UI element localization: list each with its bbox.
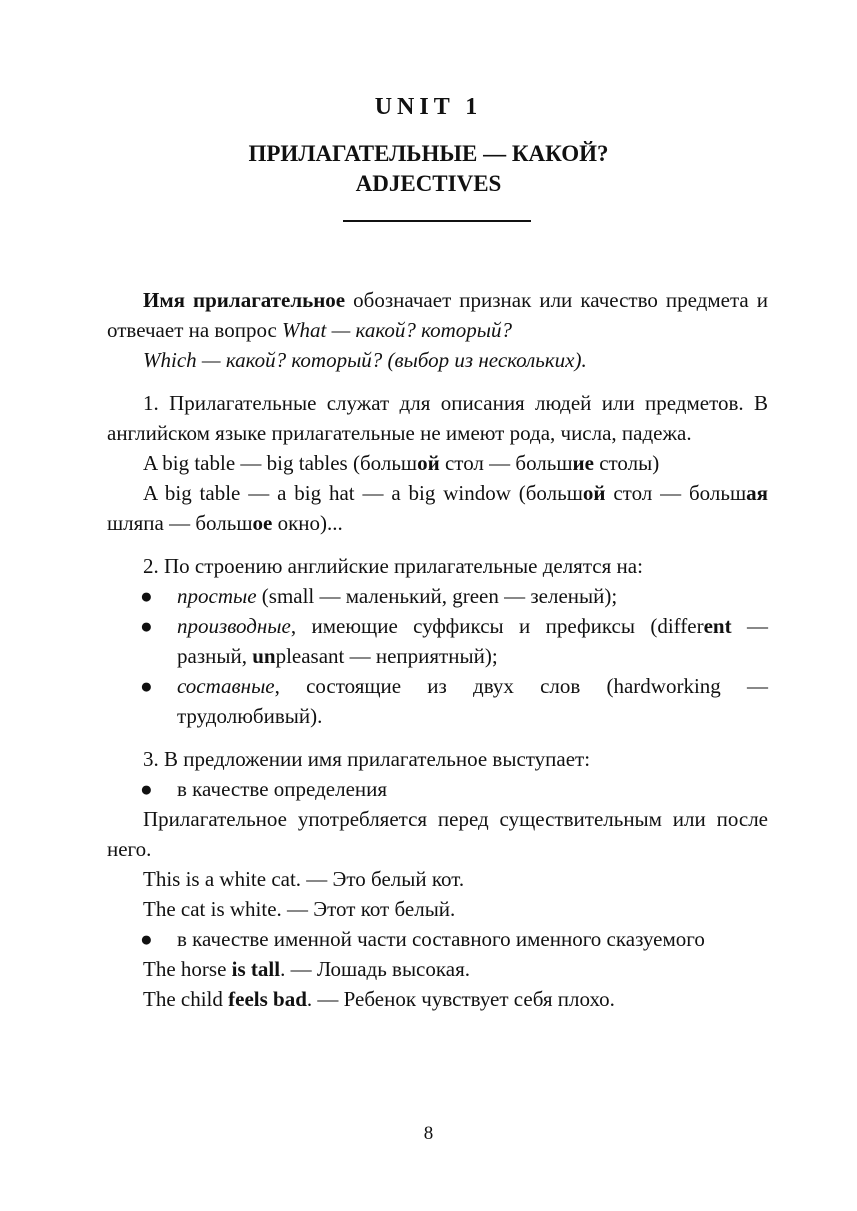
page-number: 8 [423, 1123, 434, 1144]
bullet-icon: ● [140, 777, 153, 801]
bullet-icon: ● [140, 927, 153, 951]
bullet-icon: ● [140, 584, 153, 608]
title-english: ADJECTIVES [355, 171, 502, 196]
section-3-bullet-attribute: ● в качестве определения [107, 774, 768, 804]
intro-term: Имя прилагательное [143, 288, 346, 312]
unit-heading: UNIT 1 [374, 94, 483, 120]
section-2-bullet-compound: ● составные, состоящие из двух слов (hardworking — трудолюбивый). [107, 671, 768, 731]
section-3-text: 3. В предложении имя прилагательное выступает: [143, 747, 591, 771]
bullet-icon: ● [140, 614, 153, 638]
section-3-bullet-predicate: ● в качестве именной части составного именного сказуемого [107, 924, 768, 954]
bullet-icon: ● [140, 674, 153, 698]
section-2-bullet-simple: ● простые (small — маленький, green — зеленый); [107, 581, 768, 611]
title-russian: ПРИЛАГАТЕЛЬНЫЕ — КАКОЙ? [248, 141, 609, 166]
section-3-paragraph: Прилагательное употребляется перед существительным или после него. [107, 807, 768, 861]
section-3-example-2: The cat is white. — Этот кот белый. [143, 897, 456, 921]
title-divider [343, 220, 531, 222]
section-2-text: 2. По строению английские прилагательные делятся на: [143, 554, 643, 578]
page-body [107, 285, 768, 1014]
intro-paragraph: Имя прилагательное обозначает признак или качество предмета и отвечает на вопрос What — какой? который? [107, 288, 768, 342]
section-3-example-4: The child feels bad. — Ребенок чувствует себя плохо. [143, 987, 615, 1011]
intro-question-1: What — какой? который? [282, 318, 513, 342]
section-3-example-1: This is a white cat. — Это белый кот. [143, 867, 465, 891]
section-1-text: 1. Прилагательные служат для описания людей или предметов. В английском языке прилагательные не имеют рода, числа, падежа. [107, 391, 768, 445]
intro-question-2-line [107, 345, 768, 375]
section-1-example-2: A big table — a big hat — a big window (большой стол — большая шляпа — большое окно)... [107, 481, 768, 535]
section-1-example-1: A big table — big tables (большой стол — большие столы) [143, 451, 660, 475]
section-3-example-3: The horse is tall. — Лошадь высокая. [143, 957, 470, 981]
section-2-bullet-derived: ● производные, имеющие суффиксы и префиксы (different — разный, unpleasant — неприятный); [107, 611, 768, 671]
intro-question-2: Which — какой? который? (выбор из нескольких). [143, 348, 587, 372]
